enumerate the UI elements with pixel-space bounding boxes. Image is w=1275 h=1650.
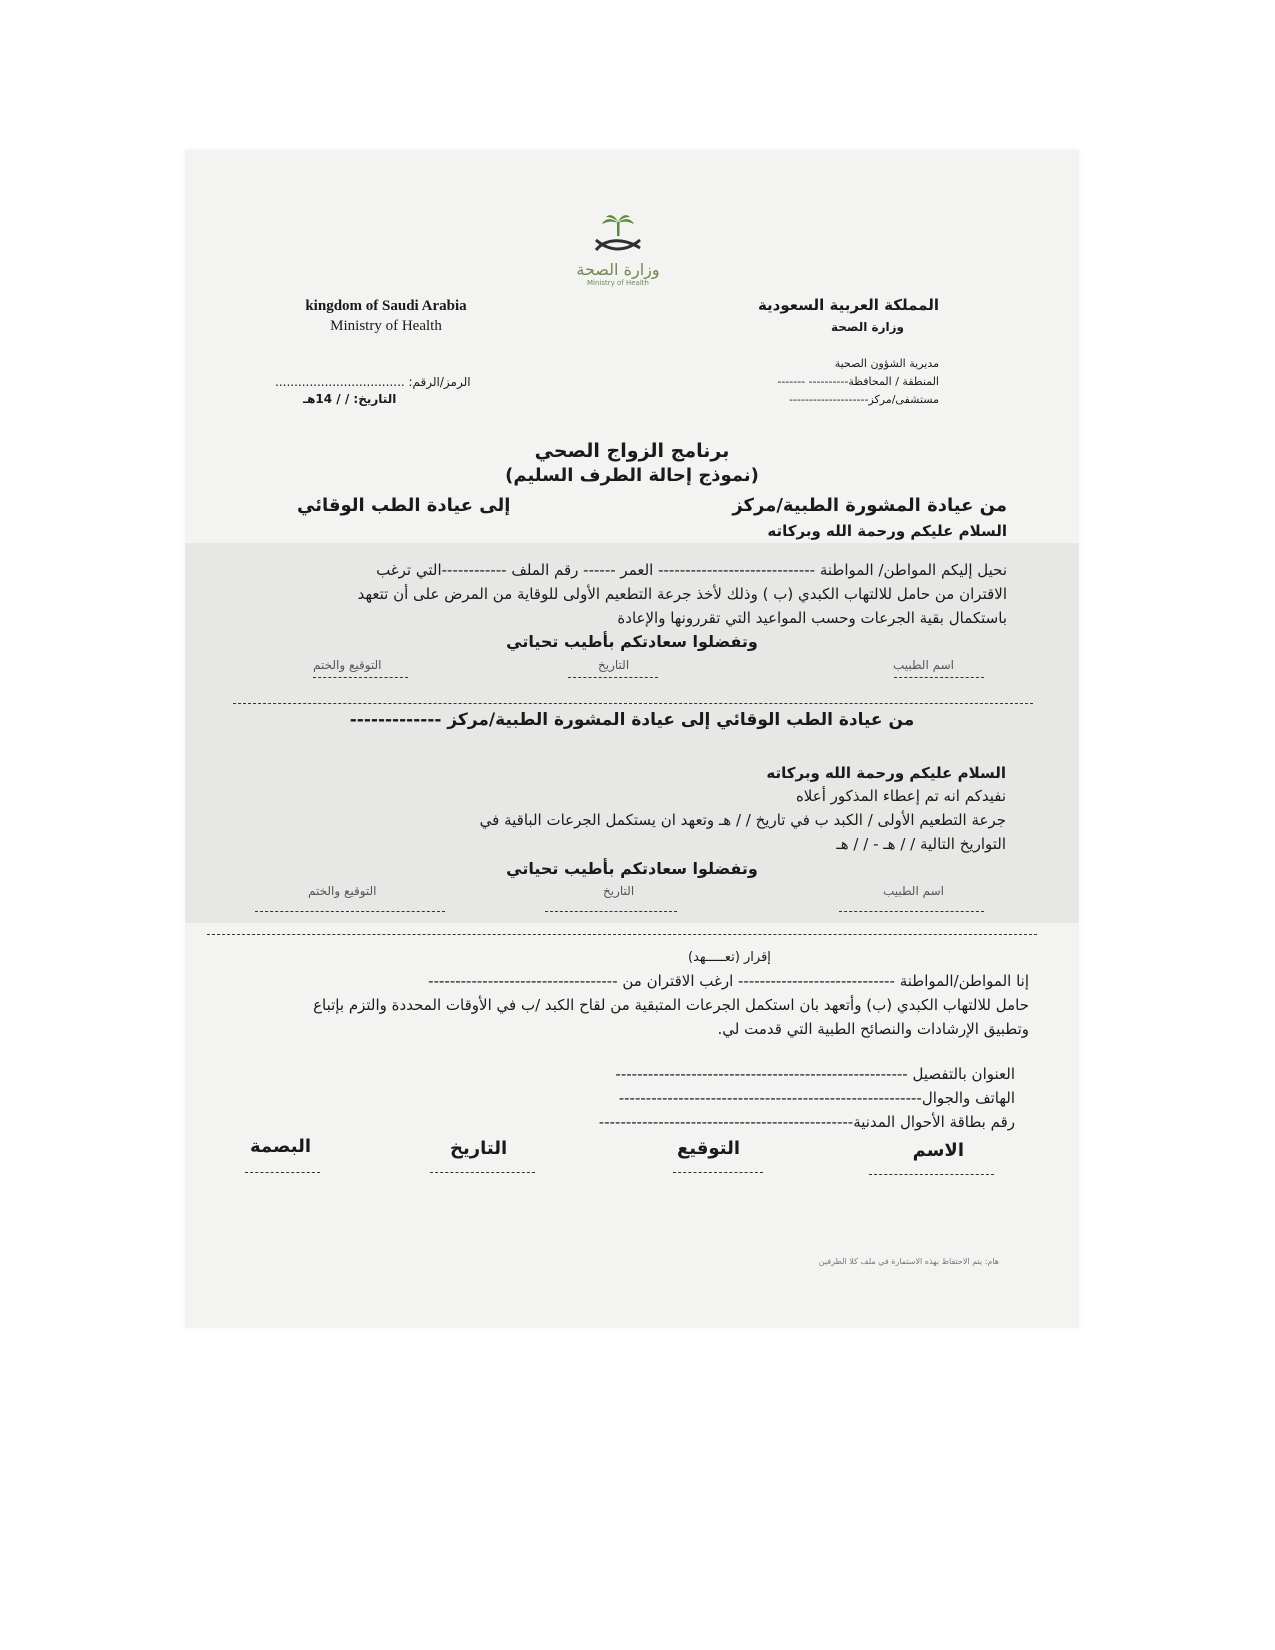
from-clinic: من عيادة المشورة الطبية/مركز (732, 495, 1007, 516)
section-divider-2 (207, 934, 1037, 935)
referral-line-2: الاقتران من حامل للالتهاب الكبدي (ب ) وذلك لأخذ جرعة التطعيم الأولى للوقاية من المرض على أن تتعهد (357, 585, 1007, 603)
form-paper (185, 150, 1079, 1328)
pledge-heading: إقرار (تعـــــهد) (688, 950, 771, 965)
sig-doctor-line-1 (894, 677, 984, 678)
address-field: العنوان بالتفصيل ------------------------------------------------------ (615, 1065, 1015, 1083)
sig-stamp-line-1 (313, 677, 408, 678)
referral-line-1: نحيل إليكم المواطن/ المواطنة ----------------------------- العمر ------ رقم الملف ------------التي ترغب (376, 561, 1007, 579)
fingerprint-line (245, 1172, 320, 1173)
fingerprint-label: البصمة (250, 1136, 311, 1157)
ministry-logo (573, 212, 663, 287)
pledge-line-3: وتطبيق الإرشادات والنصائح الطبية التي قدمت لي. (717, 1020, 1029, 1038)
sig-stamp-label-2: التوقيع والختم (308, 884, 377, 898)
header-hospital: مستشفى/مركز-------------------- (789, 393, 939, 406)
sig-stamp-line-2 (255, 911, 445, 912)
sig-date-label-2: التاريخ (603, 884, 635, 898)
sig-date-line-2 (545, 911, 677, 912)
palm-swords-emblem-icon (588, 212, 648, 258)
greeting-2: السلام عليكم ورحمة الله وبركاته (766, 764, 1006, 782)
pledge-line-2: حامل للالتهاب الكبدي (ب) وأتعهد بان استكمل الجرعات المتبقية من لقاح الكبد /ب في الأوقات المحددة والتزم بإتباع (313, 996, 1029, 1014)
closing-1: وتفضلوا سعادتكم بأطيب تحياتي (506, 632, 758, 651)
sig-doctor-label-2: اسم الطبيب (882, 884, 944, 898)
signature-label: التوقيع (677, 1138, 740, 1159)
to-clinic: إلى عيادة الطب الوقائي (297, 495, 511, 516)
sig-doctor-line-2 (839, 911, 984, 912)
footer-note: هام: يتم الاحتفاظ بهذه الاستمارة في ملف كلا الطرفين (818, 1257, 999, 1266)
header-region: المنطقة / المحافظة---------- ------- (777, 375, 939, 388)
header-country-en: kingdom of Saudi Arabia (305, 298, 467, 314)
header-country-ar: المملكة العربية السعودية (757, 296, 939, 314)
pledge-line-1: إنا المواطن/المواطنة ----------------------------- ارغب الاقتران من ----------------------------------- (428, 972, 1029, 990)
name-label: الاسم (912, 1140, 964, 1161)
header-date: التاريخ: / / 14هـ (303, 392, 397, 406)
phone-field: الهاتف والجوال-------------------------------------------------------- (618, 1089, 1015, 1107)
return-line-2: جرعة التطعيم الأولى / الكبد ب في تاريخ / / هـ وتعهد ان يستكمل الجرعات الباقية في (479, 811, 1006, 829)
date-label: التاريخ (450, 1138, 508, 1159)
greeting-1: السلام عليكم ورحمة الله وبركاته (767, 522, 1007, 540)
sig-stamp-label-1: التوقيع والختم (313, 658, 382, 672)
return-line-3: التواريخ التالية / / هـ - / / هـ (836, 835, 1006, 853)
sig-doctor-label-1: اسم الطبيب (892, 658, 954, 672)
id-card-field: رقم بطاقة الأحوال المدنية----------------------------------------------- (598, 1113, 1015, 1131)
date-line (430, 1172, 535, 1173)
reference-number: الرمز/الرقم: .................................. (275, 375, 471, 389)
header-ministry-ar: وزارة الصحة (830, 320, 904, 334)
form-title: برنامج الزواج الصحي (534, 440, 730, 462)
header-directorate: مديرية الشؤون الصحية (834, 357, 939, 370)
signature-line (673, 1172, 763, 1173)
return-heading: من عيادة الطب الوقائي إلى عيادة المشورة الطبية/مركز ------------- (349, 710, 915, 730)
sig-date-label-1: التاريخ (598, 658, 630, 672)
return-line-1: نفيدكم انه تم إعطاء المذكور أعلاه (795, 787, 1006, 805)
logo-english-text: Ministry of Health (587, 279, 649, 287)
referral-line-3: باستكمال بقية الجرعات وحسب المواعيد التي تقررونها والإعادة (617, 609, 1007, 627)
header-ministry-en: Ministry of Health (330, 318, 442, 334)
closing-2: وتفضلوا سعادتكم بأطيب تحياتي (506, 859, 758, 878)
section-divider-1 (233, 703, 1033, 704)
logo-arabic-text: وزارة الصحة (576, 260, 660, 279)
sig-date-line-1 (568, 677, 658, 678)
form-subtitle: (نموذج إحالة الطرف السليم) (505, 465, 759, 486)
name-line (869, 1174, 994, 1175)
